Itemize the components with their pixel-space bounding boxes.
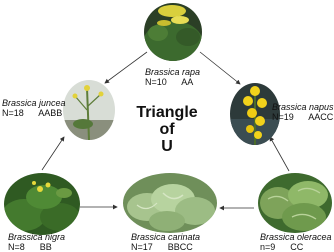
carinata-photo bbox=[123, 173, 217, 233]
napus-name: Brassica napus bbox=[272, 102, 334, 112]
juncea-meta bbox=[2, 108, 66, 118]
arrow-rapa-to-juncea bbox=[105, 52, 147, 83]
nigra-meta bbox=[8, 242, 65, 252]
juncea-chromosome-count: N=18 bbox=[2, 108, 24, 118]
oleracea-genome: CC bbox=[290, 242, 304, 252]
rapa-chromosome-count: N=10 bbox=[145, 77, 167, 87]
rapa-genome: AA bbox=[181, 77, 194, 87]
carinata-genome: BBCC bbox=[167, 242, 193, 252]
oleracea-chromosome-count: n=9 bbox=[260, 242, 276, 252]
arrow-oleracea-to-napus bbox=[270, 137, 289, 171]
napus-meta bbox=[272, 112, 334, 122]
diagram-title bbox=[128, 104, 206, 155]
napus-genome: AACC bbox=[308, 112, 334, 122]
juncea-name: Brassica juncea bbox=[2, 98, 66, 108]
nigra-chromosome-count: N=8 bbox=[8, 242, 25, 252]
rapa-name: Brassica rapa bbox=[145, 67, 201, 77]
oleracea-label bbox=[260, 232, 332, 252]
arrow-nigra-to-juncea bbox=[42, 137, 64, 170]
juncea-photo bbox=[63, 80, 115, 140]
title-line-3: U bbox=[161, 138, 173, 155]
nigra-label bbox=[8, 232, 65, 252]
juncea-label bbox=[2, 98, 66, 118]
oleracea-photo bbox=[258, 173, 332, 233]
carinata-meta bbox=[131, 242, 200, 252]
carinata-name: Brassica carinata bbox=[131, 232, 201, 242]
rapa-label bbox=[145, 67, 200, 87]
oleracea-meta bbox=[260, 242, 332, 252]
juncea-genome: AABB bbox=[38, 108, 63, 118]
title-line-2: of bbox=[159, 121, 175, 138]
nigra-name: Brassica nigra bbox=[8, 232, 66, 242]
rapa-meta bbox=[145, 77, 200, 87]
carinata-chromosome-count: N=17 bbox=[131, 242, 153, 252]
arrow-rapa-to-napus bbox=[200, 52, 240, 84]
carinata-label bbox=[131, 232, 200, 252]
napus-label bbox=[272, 102, 334, 122]
rapa-photo bbox=[144, 3, 202, 61]
nigra-genome: BB bbox=[39, 242, 52, 252]
title-line-1: Triangle bbox=[136, 104, 198, 121]
nigra-photo bbox=[4, 173, 80, 235]
napus-chromosome-count: N=19 bbox=[272, 112, 294, 122]
oleracea-name: Brassica oleracea bbox=[260, 232, 332, 242]
